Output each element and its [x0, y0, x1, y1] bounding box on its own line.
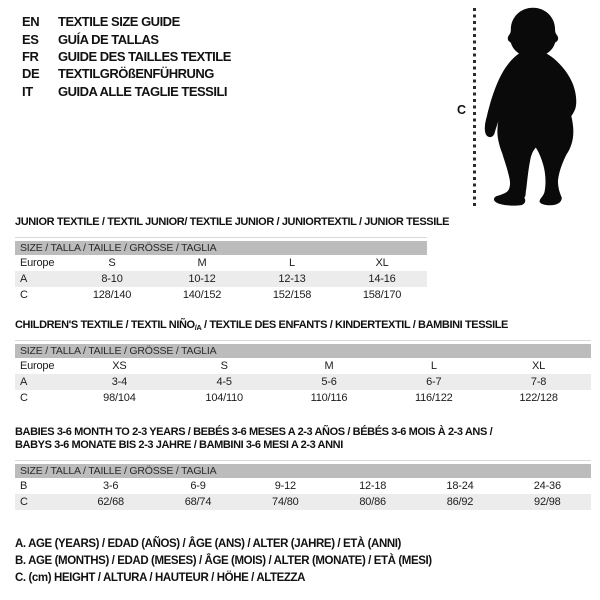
- lang-row-en: [22, 13, 231, 30]
- lang-row-fr: [22, 48, 231, 65]
- size-cell: 98/104: [103, 392, 136, 404]
- table-row: [15, 255, 427, 271]
- size-header-bar: SIZE / TALLA / TAILLE / GRÖSSE / TAGLIA: [15, 464, 591, 478]
- language-title-list: [22, 13, 231, 100]
- size-cell: 5-6: [321, 376, 337, 388]
- size-cell: M: [197, 257, 207, 269]
- table-row: [15, 494, 591, 510]
- footnote-c: C. (cm) HEIGHT / ALTURA / HAUTEUR / HÖHE / ALTEZZA: [15, 572, 306, 584]
- lang-label: GUIDE DES TAILLES TEXTILE: [58, 48, 231, 64]
- babies-title-line2: BABYS 3-6 MONATE BIS 2-3 JAHRE / BAMBINI 3-6 MESI A 2-3 ANNI: [15, 439, 343, 451]
- babies-size-table: [15, 464, 591, 510]
- size-cell: 152/158: [272, 289, 312, 301]
- size-cell: 74/80: [272, 496, 299, 508]
- size-cell: 92/98: [534, 496, 561, 508]
- height-marker-label: C: [457, 103, 467, 117]
- row-label: A: [20, 376, 28, 388]
- junior-table-title: JUNIOR TEXTILE / TEXTIL JUNIOR/ TEXTILE JUNIOR / JUNIORTEXTIL / JUNIOR TESSILE: [15, 216, 450, 228]
- lang-code: EN: [22, 14, 40, 30]
- children-table-title: [15, 319, 508, 334]
- table-row: [15, 390, 591, 406]
- size-cell: XS: [112, 360, 127, 372]
- size-cell: 4-5: [216, 376, 232, 388]
- size-cell: L: [430, 360, 437, 372]
- size-cell: S: [220, 360, 228, 372]
- table-row: [15, 358, 591, 374]
- lang-label: TEXTILGRÖßENFÜHRUNG: [58, 66, 214, 82]
- row-label: C: [20, 496, 28, 508]
- size-cell: 12-18: [359, 480, 387, 492]
- size-cell: 3-4: [111, 376, 128, 388]
- footnote-a: A. AGE (YEARS) / EDAD (AÑOS) / ÂGE (ANS) / ALTER (JAHRE) / ETÀ (ANNI): [15, 538, 401, 550]
- size-cell: 18-24: [446, 480, 474, 492]
- row-label: C: [20, 289, 28, 301]
- table-row: [15, 374, 591, 390]
- lang-code: FR: [22, 48, 39, 64]
- lang-code: DE: [22, 66, 40, 82]
- lang-label: TEXTILE SIZE GUIDE: [58, 14, 180, 30]
- row-label: Europe: [20, 257, 55, 269]
- legend-footnotes: [15, 536, 432, 587]
- children-size-table: [15, 344, 591, 406]
- row-label: B: [20, 480, 28, 492]
- size-cell: 6-7: [426, 376, 442, 388]
- size-cell: 128/140: [92, 289, 132, 301]
- size-header-bar: SIZE / TALLA / TAILLE / GRÖSSE / TAGLIA: [15, 344, 591, 358]
- table-row: [15, 271, 427, 287]
- size-cell: 86/92: [446, 496, 474, 508]
- table-row: [15, 287, 427, 303]
- size-cell: 9-12: [274, 480, 296, 492]
- footnote-b: B. AGE (MONTHS) / EDAD (MESES) / ÂGE (MOIS) / ALTER (MONATE) / ETÀ (MESI): [15, 555, 432, 567]
- lang-code: ES: [22, 31, 39, 47]
- size-cell: 7-8: [530, 376, 547, 388]
- lang-row-es: [22, 30, 231, 47]
- baby-silhouette-icon: [482, 4, 582, 210]
- lang-row-it: [22, 83, 231, 100]
- size-cell: 14-16: [368, 273, 396, 285]
- size-cell: S: [108, 257, 116, 269]
- size-cell: 8-10: [101, 273, 123, 285]
- lang-label: GUIDA ALLE TAGLIE TESSILI: [58, 83, 228, 99]
- size-cell: 68/74: [184, 496, 212, 508]
- size-cell: 110/116: [310, 392, 348, 404]
- babies-table-title: [15, 426, 492, 452]
- size-cell: XL: [532, 360, 546, 372]
- lang-code: IT: [22, 83, 33, 99]
- table-row: [15, 478, 591, 494]
- row-label: C: [20, 392, 28, 404]
- size-header-bar: SIZE / TALLA / TAILLE / GRÖSSE / TAGLIA: [15, 241, 427, 255]
- size-cell: 80/86: [359, 496, 386, 508]
- size-cell: XL: [375, 257, 389, 269]
- size-cell: 104/110: [205, 392, 243, 404]
- row-label: Europe: [20, 360, 55, 372]
- lang-label: GUÍA DE TALLAS: [58, 31, 159, 47]
- size-cell: 140/152: [182, 289, 222, 301]
- size-cell: M: [324, 360, 334, 372]
- title-part: / TEXTILE DES ENFANTS / KINDERTEXTIL / BAMBINI TESSILE: [201, 319, 508, 331]
- size-cell: 62/68: [97, 496, 124, 508]
- title-part: CHILDREN'S TEXTILE / TEXTIL NIÑO: [15, 319, 195, 331]
- size-cell: L: [289, 257, 295, 269]
- size-cell: 122/128: [519, 392, 558, 404]
- size-cell: 12-13: [278, 273, 306, 285]
- baby-figure: [445, 0, 600, 218]
- babies-title-line1: BABIES 3-6 MONTH TO 2-3 YEARS / BEBÉS 3-6 MESES A 2-3 AÑOS / BÉBÉS 3-6 MOIS À 2-3 ANS /: [15, 426, 493, 438]
- size-cell: 24-36: [533, 480, 561, 492]
- row-label: A: [20, 273, 28, 285]
- size-cell: 158/170: [362, 289, 402, 301]
- size-cell: 6-9: [190, 480, 206, 492]
- height-measure-dashed-line: [473, 8, 476, 206]
- size-cell: 10-12: [188, 273, 216, 285]
- junior-size-table: [15, 241, 427, 303]
- size-cell: 116/122: [415, 392, 453, 404]
- title-subscript: /A: [194, 323, 202, 332]
- lang-row-de: [22, 65, 231, 82]
- size-cell: 3-6: [103, 480, 119, 492]
